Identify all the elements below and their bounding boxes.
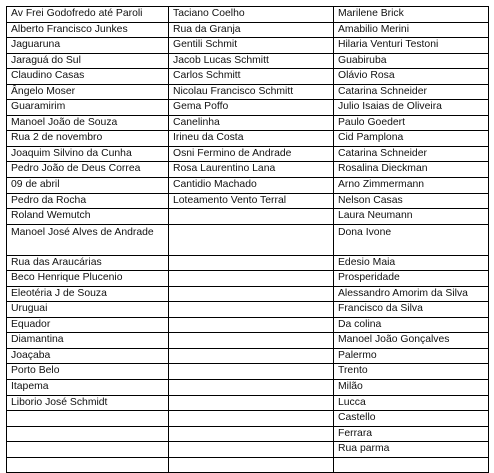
street-cell-col3: Rosalina Dieckman bbox=[334, 162, 489, 178]
street-cell-col3: Amabilio Merini bbox=[334, 22, 489, 38]
table-row bbox=[7, 426, 489, 442]
street-cell-col1: Manoel João de Souza bbox=[7, 115, 169, 131]
street-cell-col3: Rua parma bbox=[334, 442, 489, 458]
street-cell-col2: Canelinha bbox=[169, 115, 334, 131]
table-row bbox=[7, 162, 489, 178]
street-cell-col3: Guabiruba bbox=[334, 53, 489, 69]
street-cell-col1: Liborio José Schmidt bbox=[7, 395, 169, 411]
table-row bbox=[7, 348, 489, 364]
street-cell-col3: Hilaria Venturi Testoni bbox=[334, 38, 489, 54]
street-cell-col1: Beco Henrique Plucenio bbox=[7, 271, 169, 287]
street-cell-col2: Rua da Granja bbox=[169, 22, 334, 38]
street-cell-col1: Joaçaba bbox=[7, 348, 169, 364]
street-cell-col2 bbox=[169, 302, 334, 318]
table-row bbox=[7, 457, 489, 473]
street-cell-col3: Castello bbox=[334, 411, 489, 427]
street-cell-col1: Roland Wemutch bbox=[7, 209, 169, 225]
street-cell-col1: Joaquim Silvino da Cunha bbox=[7, 146, 169, 162]
street-cell-col1: Porto Belo bbox=[7, 364, 169, 380]
street-cell-col2: Taciano Coelho bbox=[169, 7, 334, 23]
table-row bbox=[7, 38, 489, 54]
street-cell-col1 bbox=[7, 442, 169, 458]
table-row bbox=[7, 271, 489, 287]
street-cell-col1: Diamantina bbox=[7, 333, 169, 349]
street-cell-col2: Loteamento Vento Terral bbox=[169, 193, 334, 209]
street-cell-col1: Rua 2 de novembro bbox=[7, 131, 169, 147]
street-cell-col1: 09 de abril bbox=[7, 178, 169, 194]
table-row bbox=[7, 286, 489, 302]
street-cell-col3: Arno Zimmermann bbox=[334, 178, 489, 194]
table-row bbox=[7, 317, 489, 333]
street-cell-col2 bbox=[169, 255, 334, 271]
table-row bbox=[7, 69, 489, 85]
street-cell-col2: Cantidio Machado bbox=[169, 178, 334, 194]
street-cell-col2 bbox=[169, 364, 334, 380]
table-row bbox=[7, 178, 489, 194]
street-cell-col2 bbox=[169, 271, 334, 287]
street-cell-col3: Catarina Schneider bbox=[334, 84, 489, 100]
street-cell-col1: Jaraguá do Sul bbox=[7, 53, 169, 69]
street-cell-col1: Pedro da Rocha bbox=[7, 193, 169, 209]
street-cell-col3: Edesio Maia bbox=[334, 255, 489, 271]
table-row bbox=[7, 209, 489, 225]
street-cell-col2 bbox=[169, 286, 334, 302]
street-list-table bbox=[6, 6, 489, 473]
street-cell-col3 bbox=[334, 457, 489, 473]
street-cell-col3: Palermo bbox=[334, 348, 489, 364]
street-cell-col1: Av Frei Godofredo até Paroli bbox=[7, 7, 169, 23]
table-row bbox=[7, 302, 489, 318]
street-cell-col3: Paulo Goedert bbox=[334, 115, 489, 131]
street-cell-col1 bbox=[7, 426, 169, 442]
street-cell-col1: Rua das Araucárias bbox=[7, 255, 169, 271]
street-cell-col2: Rosa Laurentino Lana bbox=[169, 162, 334, 178]
street-cell-col2 bbox=[169, 457, 334, 473]
street-cell-col3: Laura Neumann bbox=[334, 209, 489, 225]
table-row bbox=[7, 395, 489, 411]
street-cell-col1: Manoel José Alves de Andrade bbox=[7, 224, 169, 255]
street-cell-col1: Equador bbox=[7, 317, 169, 333]
table-row bbox=[7, 333, 489, 349]
table-row bbox=[7, 7, 489, 23]
table-row bbox=[7, 115, 489, 131]
street-cell-col3: Marilene Brick bbox=[334, 7, 489, 23]
table-row bbox=[7, 411, 489, 427]
street-cell-col3: Trento bbox=[334, 364, 489, 380]
street-cell-col2 bbox=[169, 348, 334, 364]
table-row bbox=[7, 100, 489, 116]
table-row bbox=[7, 22, 489, 38]
street-cell-col3: Olávio Rosa bbox=[334, 69, 489, 85]
street-cell-col1: Pedro João de Deus Correa bbox=[7, 162, 169, 178]
table-row bbox=[7, 380, 489, 396]
street-cell-col3: Nelson Casas bbox=[334, 193, 489, 209]
table-row bbox=[7, 53, 489, 69]
street-cell-col3: Manoel João Gonçalves bbox=[334, 333, 489, 349]
street-cell-col3: Ferrara bbox=[334, 426, 489, 442]
table-row bbox=[7, 84, 489, 100]
street-cell-col3: Milão bbox=[334, 380, 489, 396]
street-cell-col1: Alberto Francisco Junkes bbox=[7, 22, 169, 38]
street-cell-col3: Cid Pamplona bbox=[334, 131, 489, 147]
street-cell-col2 bbox=[169, 380, 334, 396]
street-cell-col2 bbox=[169, 317, 334, 333]
table-row bbox=[7, 146, 489, 162]
street-cell-col1: Uruguai bbox=[7, 302, 169, 318]
street-cell-col1: Guaramirim bbox=[7, 100, 169, 116]
street-cell-col2 bbox=[169, 442, 334, 458]
street-cell-col3: Francisco da Silva bbox=[334, 302, 489, 318]
table-row bbox=[7, 442, 489, 458]
street-cell-col3: Da colina bbox=[334, 317, 489, 333]
table-row bbox=[7, 255, 489, 271]
street-cell-col2: Osni Fermino de Andrade bbox=[169, 146, 334, 162]
street-cell-col2 bbox=[169, 224, 334, 255]
street-cell-col2: Jacob Lucas Schmitt bbox=[169, 53, 334, 69]
table-row bbox=[7, 131, 489, 147]
table-row bbox=[7, 364, 489, 380]
street-cell-col1 bbox=[7, 411, 169, 427]
table-row bbox=[7, 224, 489, 255]
street-cell-col2 bbox=[169, 333, 334, 349]
street-cell-col1 bbox=[7, 457, 169, 473]
street-cell-col2 bbox=[169, 395, 334, 411]
street-cell-col2: Irineu da Costa bbox=[169, 131, 334, 147]
street-cell-col3: Dona Ivone bbox=[334, 224, 489, 255]
street-cell-col3: Catarina Schneider bbox=[334, 146, 489, 162]
street-cell-col2: Carlos Schmitt bbox=[169, 69, 334, 85]
street-cell-col1: Jaguaruna bbox=[7, 38, 169, 54]
street-cell-col3: Julio Isaias de Oliveira bbox=[334, 100, 489, 116]
street-cell-col2 bbox=[169, 209, 334, 225]
street-cell-col1: Eleotéria J de Souza bbox=[7, 286, 169, 302]
street-cell-col1: Itapema bbox=[7, 380, 169, 396]
street-cell-col1: Claudino Casas bbox=[7, 69, 169, 85]
street-list-body bbox=[7, 7, 489, 473]
street-cell-col2: Gema Poffo bbox=[169, 100, 334, 116]
street-cell-col3: Prosperidade bbox=[334, 271, 489, 287]
street-cell-col2 bbox=[169, 411, 334, 427]
street-cell-col2: Gentili Schmit bbox=[169, 38, 334, 54]
street-cell-col1: Ângelo Moser bbox=[7, 84, 169, 100]
street-cell-col2 bbox=[169, 426, 334, 442]
street-cell-col3: Alessandro Amorim da Silva bbox=[334, 286, 489, 302]
street-cell-col2: Nicolau Francisco Schmitt bbox=[169, 84, 334, 100]
table-row bbox=[7, 193, 489, 209]
street-cell-col3: Lucca bbox=[334, 395, 489, 411]
